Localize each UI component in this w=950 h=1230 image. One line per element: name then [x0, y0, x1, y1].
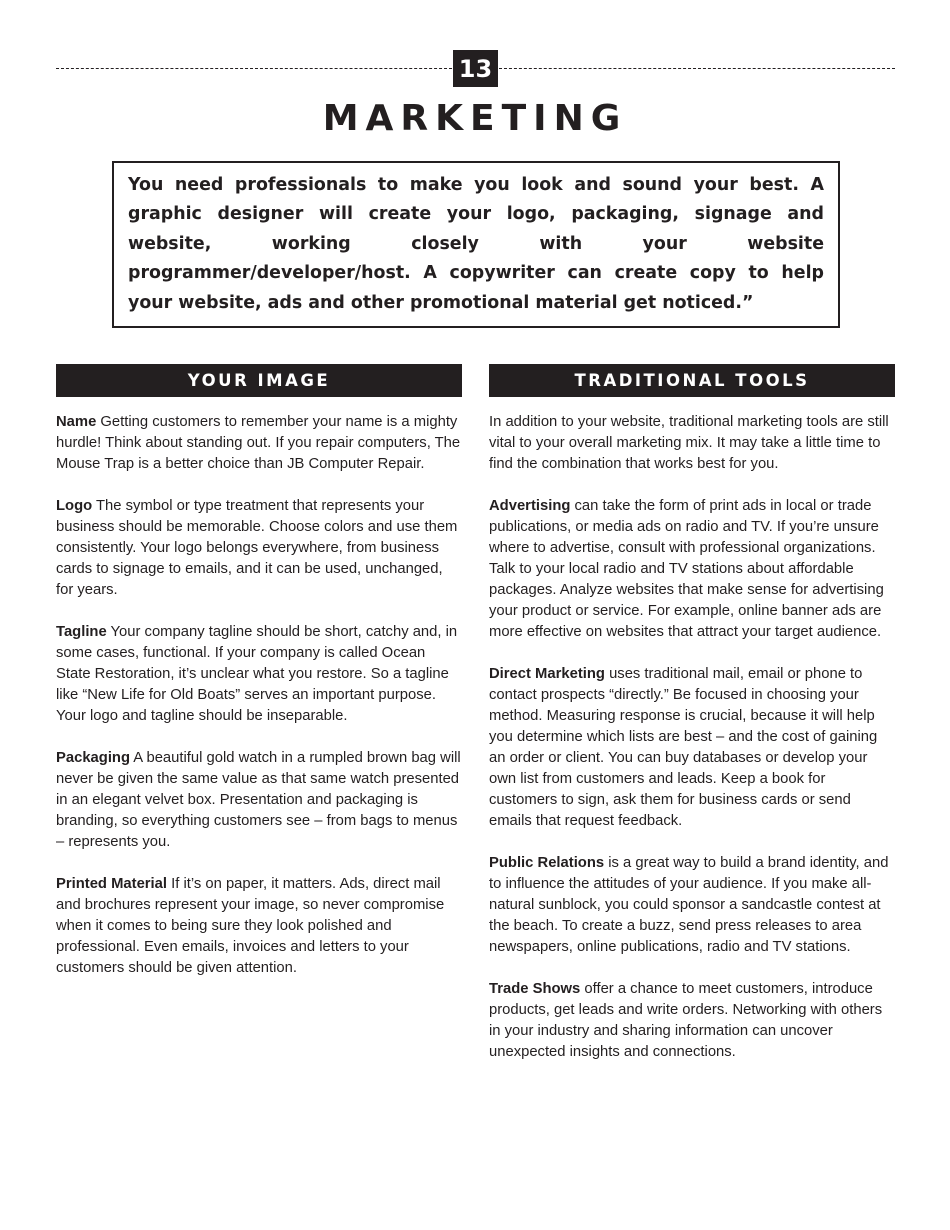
paragraph-name [56, 412, 462, 475]
term: Trade Shows [489, 981, 581, 997]
paragraph-text: Your company tagline should be short, catchy and, in some cases, functional. If your company is called Ocean State Restoration, it’s unclear what you restore. So a tagline like “New Life for Old Boats” serves an important purpose. Your logo and tagline should be inseparable. [56, 624, 458, 724]
term: Printed Material [56, 876, 168, 892]
term: Advertising [489, 498, 571, 514]
chapter-number-badge [453, 50, 498, 87]
term: Direct Marketing [489, 666, 605, 682]
page-title: MARKETING [322, 98, 628, 139]
term: Public Relations [489, 855, 605, 871]
intro-quote-box [112, 161, 840, 328]
paragraph-tagline [56, 622, 462, 727]
paragraph-text: Getting customers to remember your name is a mighty hurdle! Think about standing out. If you repair computers, The Mouse Trap is a better choice than JB Computer Repair. [56, 414, 461, 472]
chapter-number: 13 [458, 54, 493, 83]
paragraph-text: uses traditional mail, email or phone to contact prospects “directly.” Be focused in choosing your method. Measuring response is crucial, because it will help you determine which lists are best – and the cost of gaining an order or client. You can buy databases or develop your own list from customers and leads. Keep a book for customers to sign, ask them for business cards or send emails that request feedback. [489, 666, 878, 829]
paragraph-text: A beautiful gold watch in a rumpled brown bag will never be given the same value as that same watch presented in an elegant velvet box. Presentation and packaging is branding, so everything customers see – from bags to menus – represents you. [56, 750, 461, 850]
term: Packaging [56, 750, 131, 766]
paragraph-logo [56, 496, 462, 601]
paragraph-trade-shows [489, 979, 895, 1063]
paragraph-text: The symbol or type treatment that represents your business should be memorable. Choose colors and use them consistently. Your logo belongs everywhere, from business cards to signage to emails, and it can be used, unchanged, for years. [56, 498, 458, 598]
header-dashed-rule-right [499, 68, 895, 69]
paragraph-intro: In addition to your website, traditional marketing tools are still vital to your overall marketing mix. It may take a little time to find the combination that works best for you. [489, 414, 889, 472]
term: Logo [56, 498, 93, 514]
your-image-column [56, 364, 462, 1000]
paragraph-packaging [56, 748, 462, 853]
term: Tagline [56, 624, 107, 640]
paragraph-public-relations [489, 853, 895, 958]
traditional-tools-column [489, 364, 895, 1084]
intro-quote-text: You need professionals to make you look and sound your best. A graphic designer will create your logo, packaging, signage and website, working closely with your website programmer/developer/host. A copywriter can create copy to help your website, ads and other promotional material get noticed.” [128, 175, 824, 313]
paragraph-printed-material [56, 874, 462, 979]
header-dashed-rule-left [56, 68, 452, 69]
paragraph-text: If it’s on paper, it matters. Ads, direct mail and brochures represent your image, so never compromise when it comes to being sure they look polished and professional. Even emails, invoices and letters to your customers should be given attention. [56, 876, 445, 976]
traditional-tools-heading: TRADITIONAL TOOLS [489, 364, 895, 397]
paragraph-text: can take the form of print ads in local or trade publications, or media ads on radio and TV. If you’re unsure where to advertise, consult with professional organizations. Talk to your local radio and TV stations about affordable packages. Analyze websites that make sense for advertising your product or service. For example, online banner ads are more effective on websites that attract your target audience. [489, 498, 884, 640]
your-image-heading: YOUR IMAGE [56, 364, 462, 397]
paragraph-direct-marketing [489, 664, 895, 832]
paragraph-text: is a great way to build a brand identity, and to influence the attitudes of your audience. If you make all-natural sunblock, you could sponsor a sandcastle contest at the beach. To create a buzz, send press releases to area newspapers, online publications, radio and TV stations. [489, 855, 889, 955]
term: Name [56, 414, 97, 430]
paragraph-text: offer a chance to meet customers, introduce products, get leads and write orders. Networking with others in your industry and sharing information can uncover unexpected insights and connections. [489, 981, 883, 1060]
paragraph-advertising [489, 496, 895, 643]
